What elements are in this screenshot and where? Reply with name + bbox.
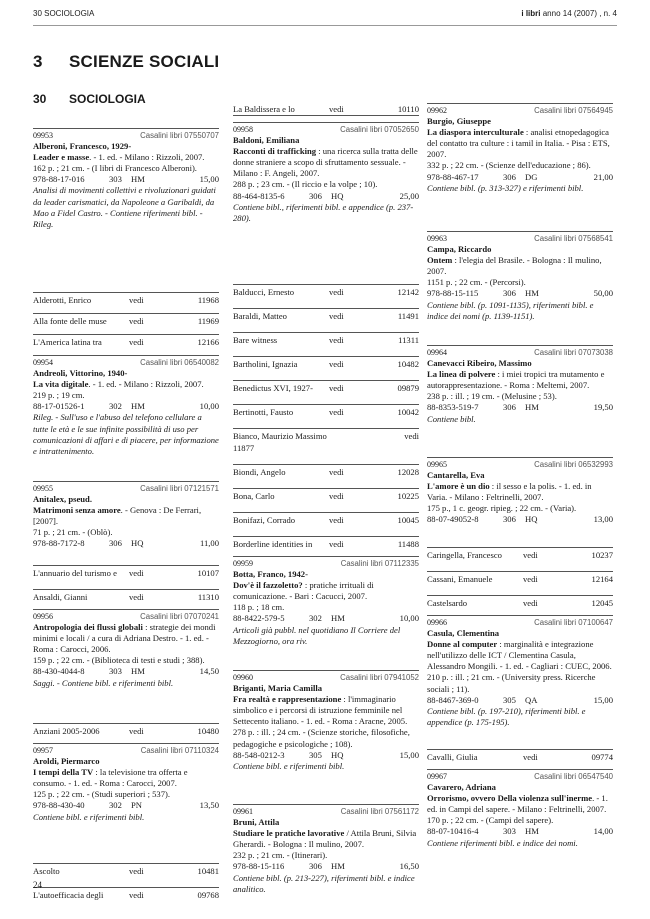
entry-author: Aroldi, Piermarco: [33, 756, 100, 767]
entry-09959: [233, 556, 419, 670]
entry-isbn-line: 978-88-7172-8 306 HQ 11,00: [33, 538, 219, 549]
entry-note: Contiene bibl., riferimenti bibl. e appendice (p. 237-280).: [233, 201, 414, 223]
running-head: [33, 8, 617, 20]
entry-physical: 238 p. : ill. ; 19 cm. - (Melusine ; 53).: [427, 391, 557, 402]
entry-note: Contiene bibl. e riferimenti bibl.: [33, 811, 145, 822]
entry-isbn-line: 88-430-4044-8 303 HM 14,50: [33, 666, 219, 677]
cross-reference: Anziani 2005-2006 vedi 10480: [33, 723, 219, 737]
entry-note: Contiene bibl.: [427, 413, 476, 424]
journal-name: i libri: [521, 9, 541, 18]
entry-title: Dov'è il fazzoletto?: [233, 580, 303, 591]
entry-09967: [427, 769, 613, 849]
entry-description: Studiare le pratiche lavorative / Attila Bruni, Silvia Gherardi. - Bologna : Il mulino, 2007.: [233, 828, 417, 850]
cross-reference: Bona, Carlo vedi 10225: [233, 488, 419, 502]
entry-title: L'amore è un dio: [427, 481, 490, 492]
entry-description: La linea di polvere : i miei tropici tra mutamento e autorappresentazione. - Roma : Meltemi, 2007.: [427, 369, 605, 391]
entry-physical: 232 p. ; 21 cm. - (Itinerari).: [233, 850, 328, 861]
entry-title: Matrimoni senza amore: [33, 505, 121, 516]
entry-author: Alberoni, Francesco, 1929-: [33, 141, 132, 152]
entry-number: 09953: [33, 131, 53, 140]
entry-author: Bruni, Attila: [233, 817, 280, 828]
entry-id-line: 09962 Casalini libri 07564945: [427, 103, 613, 116]
cross-reference: Alla fonte delle muse vedi 11969: [33, 313, 219, 327]
entry-title: Studiare le pratiche lavorative: [233, 828, 345, 839]
cross-reference: Balducci, Ernesto vedi 12142: [233, 284, 419, 298]
entry-isbn-line: 88-8467-369-0 305 QA 15,00: [427, 694, 613, 705]
entry-author: Campa, Riccardo: [427, 244, 492, 255]
entry-description: Ontem : l'elegia del Brasile. - Bologna : Il mulino, 2007.: [427, 255, 602, 277]
cross-reference: Bare witness vedi 11311: [233, 332, 419, 346]
entry-description: L'amore è un dio : il sesso e la polis. - 1. ed. in Varia. - Milano : Feltrinelli, 2007.: [427, 481, 592, 503]
entry-physical: 162 p. ; 21 cm. - (I libri di Francesco Alberoni).: [33, 163, 197, 174]
publisher-code: Casalini libri 07550707: [140, 131, 219, 140]
entry-title: La vita digitale: [33, 379, 89, 390]
entry-09966: [427, 615, 613, 749]
entry-author: Casula, Clementina: [427, 628, 500, 639]
entry-title: La diaspora interculturale: [427, 127, 524, 138]
entry-note: Contiene bibl. (p. 197-210), riferimenti bibl. e appendice (p. 175-195).: [427, 705, 586, 727]
section-name: SCIENZE SOCIALI: [69, 52, 220, 71]
entry-title: Orrorismo, ovvero Della violenza sull'inerme: [427, 793, 593, 804]
cross-reference: L'autoefficacia degli vedi 09768: [33, 887, 219, 901]
entry-09953: [33, 128, 219, 292]
entry-09962: [427, 103, 613, 231]
cross-reference: Cavalli, Giulia vedi 09774: [427, 749, 613, 763]
entry-author: Briganti, Maria Camilla: [233, 683, 323, 694]
cross-reference: Caringella, Francesco vedi 10237: [427, 547, 613, 561]
cross-reference: Baraldi, Matteo vedi 11491: [233, 308, 419, 322]
subsection-name: SOCIOLOGIA: [69, 92, 146, 106]
entry-09960: [233, 670, 419, 804]
cross-reference: Bianco, Maurizio Massimo vedi 11877: [233, 428, 419, 454]
entry-isbn-line: 88-07-10416-4 303 HM 14,00: [427, 826, 613, 837]
subsection-number: 30: [33, 92, 47, 106]
entry-physical: 118 p. ; 18 cm.: [233, 602, 285, 613]
entry-id-line: 09961 Casalini libri 07561172: [233, 804, 419, 817]
entry-description: Matrimoni senza amore. - Genova : De Ferrari, [2007].: [33, 505, 202, 527]
entry-id-line: 09966 Casalini libri 07100647: [427, 615, 613, 628]
entry-description: Dov'è il fazzoletto? : pratiche irrituali di comunicazione. - Bari : Cacucci, 2007.: [233, 580, 374, 602]
entry-title: I tempi della TV: [33, 767, 94, 778]
running-head-right: [521, 8, 617, 20]
entry-09964: [427, 345, 613, 457]
entry-id-line: 09955 Casalini libri 07121571: [33, 481, 219, 494]
entry-09957: [33, 743, 219, 863]
entry-title: Donne al computer: [427, 639, 498, 650]
cross-reference: L'annuario del turismo e vedi 10107: [33, 565, 219, 579]
entry-id-line: [33, 128, 219, 141]
entry-isbn-line: 88-07-49052-8 306 HQ 13,00: [427, 514, 613, 525]
entry-isbn-line: 88-548-0212-3 305 HQ 15,00: [233, 749, 419, 760]
entry-author: Botta, Franco, 1942-: [233, 569, 308, 580]
column-1: [33, 128, 219, 901]
entry-note: Contiene bibl. (p. 213-227), riferimenti bibl. e indice analitico.: [233, 872, 415, 894]
entry-description: I tempi della TV : la televisione tra offerta e consumo. - 1. ed. - Roma : Carocci, 2007.: [33, 767, 188, 789]
entry-physical: 170 p. ; 22 cm. - (Campi del sapere).: [427, 815, 554, 826]
cross-reference: Benedictus XVI, 1927- vedi 09879: [233, 380, 419, 394]
section-title: [33, 52, 219, 72]
entry-id-line: 09959 Casalini libri 07112335: [233, 556, 419, 569]
entry-isbn-line: 978-88-17-016 303 HM 15,00: [33, 174, 219, 185]
entry-description: Antropologia dei flussi globali : strategie dei mondi minimi e locali / a cura di Adriana Destro. - 1. ed. - Roma : Carocci, 2006.: [33, 622, 216, 655]
entry-09965: [427, 457, 613, 547]
entry-id-line: 09960 Casalini libri 07941052: [233, 670, 419, 683]
entry-author: Canevacci Ribeiro, Massimo: [427, 358, 532, 369]
entry-note: Articoli già pubbl. nel quotidiano Il Corriere del Mezzogiorno, ora riv.: [233, 624, 401, 646]
entry-id-line: 09958 Casalini libri 07052650: [233, 122, 419, 135]
entry-author: Baldoni, Emiliana: [233, 135, 300, 146]
entry-note: Contiene bibl. (p. 313-327) e riferimenti bibl.: [427, 182, 584, 193]
cross-reference: Ansaldi, Gianni vedi 11310: [33, 589, 219, 603]
entry-physical: 288 p. ; 23 cm. - (Il riccio e la volpe ; 10).: [233, 179, 378, 190]
entry-physical: 332 p. ; 22 cm. - (Scienze dell'educazione ; 86).: [427, 160, 591, 171]
entry-09958: [233, 122, 419, 284]
column-3: [427, 103, 613, 849]
entry-physical: 159 p. ; 22 cm. - (Biblioteca di testi e studi ; 388).: [33, 655, 205, 666]
entry-isbn-line: 978-88-467-17 306 DG 21,00: [427, 171, 613, 182]
entry-physical: 175 p., 1 c. geogr. ripieg. ; 22 cm. - (Varia).: [427, 503, 577, 514]
entry-description: La vita digitale. - 1. ed. - Milano : Rizzoli, 2007.: [33, 379, 204, 390]
entry-id-line: 09967 Casalini libri 06547540: [427, 769, 613, 782]
journal-issue: anno 14 (2007) , n. 4: [540, 9, 617, 18]
entry-physical: 1151 p. ; 22 cm. - (Percorsi).: [427, 277, 526, 288]
entry-id-line: 09956 Casalini libri 07070241: [33, 609, 219, 622]
entry-description: Leader e masse. - 1. ed. - Milano : Rizzoli, 2007.: [33, 152, 205, 163]
entry-isbn-line: 978-88-15-116 306 HM 16,50: [233, 861, 419, 872]
entry-09954: [33, 355, 219, 481]
cross-reference: Alderotti, Enrico vedi 11968: [33, 292, 219, 306]
entry-note: Saggi. - Contiene bibl. e riferimenti bibl.: [33, 677, 174, 688]
entry-title: Fra realtà e rappresentazione: [233, 694, 342, 705]
subsection-title: [33, 92, 146, 106]
entry-author: Burgio, Giuseppe: [427, 116, 491, 127]
entry-physical: 219 p. ; 19 cm.: [33, 390, 85, 401]
entry-title: Antropologia dei flussi globali: [33, 622, 143, 633]
entry-09956: [33, 609, 219, 723]
entry-author: Anitalex, pseud.: [33, 494, 92, 505]
entry-description: Fra realtà e rappresentazione : l'immaginario simbolico e i percorsi di istruzione femminile nel Settecento italiano. - 1. ed. - Roma : Aracne, 2005.: [233, 694, 408, 727]
entry-09963: [427, 231, 613, 345]
entry-isbn-line: 978-88-430-40 302 PN 13,50: [33, 800, 219, 811]
cross-reference: Bertinotti, Fausto vedi 10042: [233, 404, 419, 418]
entry-note: Rileg. - Sull'uso e l'abuso del telefono cellulare a tutte le età e le sue infinite possibilità di uso per comunicazioni di affari e di piacere, per informazione e intrattenimento.: [33, 412, 219, 456]
entry-description: La diaspora interculturale : analisi etnopedagogica del contatto tra culture : i tamil in Italia. - Pisa : ETS, 2007.: [427, 127, 610, 160]
entry-note: Analisi di movimenti collettivi e rivoluzionari guidati da leader carismatici, da Napoleone a Garibaldi, da Mao a Fidel Castro. - Contiene riferimenti bibl. - Rileg.: [33, 185, 216, 229]
entry-isbn-line: 88-8422-579-5 302 HM 10,00: [233, 613, 419, 624]
entry-author: Cavarero, Adriana: [427, 782, 496, 793]
cross-reference: Castelsardo vedi 12045: [427, 595, 613, 609]
cross-reference: Cassani, Emanuele vedi 12164: [427, 571, 613, 585]
entry-physical: 71 p. ; 21 cm. - (Oblò).: [33, 527, 113, 538]
cross-reference: Biondi, Angelo vedi 12028: [233, 464, 419, 478]
cross-reference: L'America latina tra vedi 12166: [33, 334, 219, 348]
entry-physical: 125 p. ; 22 cm. - (Studi superiori ; 537).: [33, 789, 171, 800]
entry-physical: 278 p. : ill. ; 24 cm. - (Scienze storiche, filosofiche, pedagogiche e psicologiche ; 108).: [233, 727, 410, 749]
page-number: 24: [33, 880, 42, 890]
entry-isbn-line: 978-88-15-115 306 HM 50,00: [427, 288, 613, 299]
entry-id-line: 09957 Casalini libri 07110324: [33, 743, 219, 756]
entry-note: Contiene bibl. (p. 1091-1135), riferimenti bibl. e indice dei nomi (p. 1139-1151).: [427, 299, 594, 321]
entry-09961: [233, 804, 419, 895]
entry-isbn-line: 88-464-8135-6 306 HQ 25,00: [233, 190, 419, 201]
entry-author: Cantarella, Eva: [427, 470, 485, 481]
header-rule: [33, 25, 617, 26]
entry-title: Leader e masse: [33, 152, 90, 163]
entry-physical: 210 p. : ill. ; 21 cm. - (University press. Ricerche sociali ; 11).: [427, 672, 596, 694]
entry-id-line: 09964 Casalini libri 07073038: [427, 345, 613, 358]
entry-description: Donne al computer : marginalità e integrazione nell'utilizzo delle ICT / Clementina Casula, Alessandro Mongili. - 1. ed. - Cagliari : CUEC, 2006.: [427, 639, 612, 672]
section-number: 3: [33, 52, 43, 71]
cross-reference: Bartholini, Ignazia vedi 10482: [233, 356, 419, 370]
entry-id-line: 09965 Casalini libri 06532993: [427, 457, 613, 470]
cross-reference: Borderline identities in vedi 11488: [233, 536, 419, 550]
cross-reference: Ascolto vedi 10481: [33, 863, 219, 877]
entry-author: Andreoli, Vittorino, 1940-: [33, 368, 128, 379]
cross-reference: Bonifazi, Corrado vedi 10045: [233, 512, 419, 526]
entry-note: Contiene bibl. e riferimenti bibl.: [233, 760, 345, 771]
entry-id-line: 09963 Casalini libri 07568541: [427, 231, 613, 244]
entry-title: Racconti di trafficking: [233, 146, 317, 157]
entry-id-line: 09954 Casalini libri 06540082: [33, 355, 219, 368]
entry-09955: [33, 481, 219, 565]
column-2: [233, 102, 419, 895]
entry-description: Orrorismo, ovvero Della violenza sull'inerme. - 1. ed. in Campi del sapere. - Milano : Feltrinelli, 2007.: [427, 793, 608, 815]
running-head-left: 30 SOCIOLOGIA: [33, 9, 95, 18]
cross-reference: La Baldissera e lo vedi 10110: [233, 104, 419, 114]
entry-title: La linea di polvere: [427, 369, 496, 380]
entry-isbn-line: 88-8353-519-7 306 HM 19,50: [427, 402, 613, 413]
entry-title: Ontem: [427, 255, 453, 266]
entry-description: Racconti di trafficking : una ricerca sulla tratta delle donne straniere a scopo di sfruttamento sessuale. - Milano : F. Angeli, 2007.: [233, 146, 418, 179]
entry-isbn-line: 88-17-01526-1 302 HM 10,00: [33, 401, 219, 412]
entry-note: Contiene riferimenti bibl. e indice dei nomi.: [427, 837, 578, 848]
